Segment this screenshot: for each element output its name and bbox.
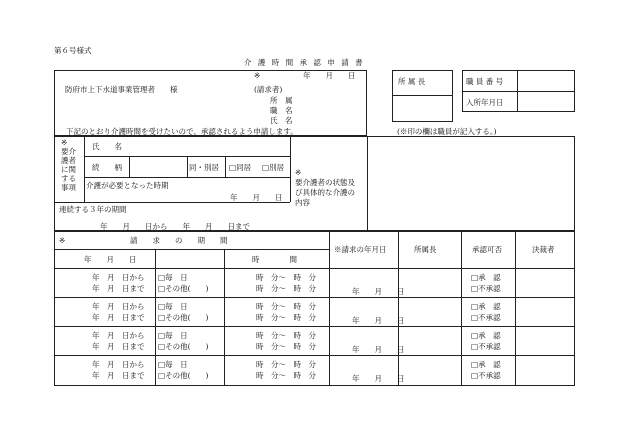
reject-option[interactable]: □不承認 — [471, 284, 501, 293]
row-from: 年 月 日から — [92, 360, 145, 369]
approve-option[interactable]: □承 認 — [471, 360, 501, 369]
requester-label: (請求者) — [254, 85, 283, 94]
reject-option[interactable]: □不承認 — [471, 371, 501, 380]
date-header: 年 月 日 — [84, 255, 137, 264]
time-to: 時 分～ 時 分 — [256, 313, 316, 322]
state-label: び具体的な介護の — [295, 188, 355, 197]
time-from: 時 分～ 時 分 — [256, 360, 316, 369]
state-label: 要介護者の状態及 — [295, 178, 355, 187]
time-from: 時 分～ 時 分 — [256, 273, 316, 282]
approve-option[interactable]: □承 認 — [471, 331, 501, 340]
other-option[interactable]: □その他( ) — [158, 371, 209, 380]
other-option[interactable]: □その他( ) — [158, 313, 209, 322]
approve-option[interactable]: □承 認 — [471, 302, 501, 311]
table-asterisk: ※ — [59, 236, 66, 245]
period-header: 請 求 の 期 間 — [130, 236, 228, 245]
name-label: 氏 名 — [270, 116, 293, 125]
row-request-date: 年 月 日 — [352, 345, 405, 354]
other-option[interactable]: □その他( ) — [158, 284, 209, 293]
reject-option[interactable]: □不承認 — [471, 313, 501, 322]
row-to: 年 月 日まで — [92, 313, 145, 322]
row-from: 年 月 日から — [92, 302, 145, 311]
cohab-label: 同・別居 — [189, 163, 219, 172]
row-to: 年 月 日まで — [92, 371, 145, 380]
row-request-date: 年 月 日 — [352, 316, 405, 325]
state-asterisk: ※ — [295, 168, 302, 177]
time-from: 時 分～ 時 分 — [256, 302, 316, 311]
time-to: 時 分～ 時 分 — [256, 371, 316, 380]
approve-option[interactable]: □承 認 — [471, 273, 501, 282]
row-from: 年 月 日から — [92, 331, 145, 340]
approval-header: 承認可否 — [472, 245, 502, 254]
row-from: 年 月 日から — [92, 273, 145, 282]
row-to: 年 月 日まで — [92, 342, 145, 351]
asterisk-mark: ※ — [254, 71, 261, 80]
period-label: 連続する３年の期間 — [59, 205, 127, 214]
addressee: 防府市上下水道事業管理者 様 — [65, 85, 178, 94]
time-to: 時 分～ 時 分 — [256, 342, 316, 351]
form-number: 第６号様式 — [54, 46, 92, 55]
cohab-same-option[interactable]: □同居 — [229, 163, 252, 172]
decider-header: 決裁者 — [532, 245, 555, 254]
cohab-separate-option[interactable]: □別居 — [262, 163, 285, 172]
care-asterisk: ※ — [61, 138, 68, 147]
request-statement: 下記のとおり介護時間を受けたいので、承認されるよう申請します。 — [66, 127, 298, 136]
state-label: 内容 — [295, 198, 310, 207]
time-from: 時 分～ 時 分 — [256, 331, 316, 340]
request-date-header: ※請求の年月日 — [334, 245, 387, 254]
care-start-date: 年 月 日 — [230, 193, 283, 202]
other-option[interactable]: □その他( ) — [158, 342, 209, 351]
dept-label: 所 属 — [270, 96, 293, 105]
form-title: 介 護 時 間 承 認 申 請 書 — [244, 58, 365, 67]
every-day-option[interactable]: □毎 日 — [158, 302, 188, 311]
care-name-label: 氏 名 — [92, 142, 122, 151]
care-side-label: 護者 — [61, 156, 76, 165]
request-date: 年 月 日 — [303, 71, 356, 80]
care-side-label: に関 — [61, 165, 76, 174]
care-side-label: する — [61, 174, 76, 183]
note: (※印の欄は職員が記入する。) — [397, 127, 497, 136]
row-request-date: 年 月 日 — [352, 374, 405, 383]
care-side-label: 要介 — [61, 147, 76, 156]
care-side-label: 事項 — [61, 183, 76, 192]
care-start-label: 介護が必要となった時期 — [86, 181, 169, 190]
every-day-option[interactable]: □毎 日 — [158, 360, 188, 369]
period-range: 年 月 日から 年 月 日まで — [100, 222, 250, 231]
row-to: 年 月 日まで — [92, 284, 145, 293]
row-request-date: 年 月 日 — [352, 287, 405, 296]
every-day-option[interactable]: □毎 日 — [158, 273, 188, 282]
time-to: 時 分～ 時 分 — [256, 284, 316, 293]
dept-head-header: 所属長 — [414, 245, 437, 254]
hire-date-label: 入所年月日 — [466, 98, 504, 107]
dept-head-label: 所 属 長 — [398, 77, 426, 86]
time-header: 時 間 — [252, 255, 297, 264]
reject-option[interactable]: □不承認 — [471, 342, 501, 351]
post-label: 職 名 — [270, 106, 293, 115]
staff-number-label: 職 員 番 号 — [466, 77, 504, 86]
every-day-option[interactable]: □毎 日 — [158, 331, 188, 340]
relation-label: 続 柄 — [92, 163, 122, 172]
